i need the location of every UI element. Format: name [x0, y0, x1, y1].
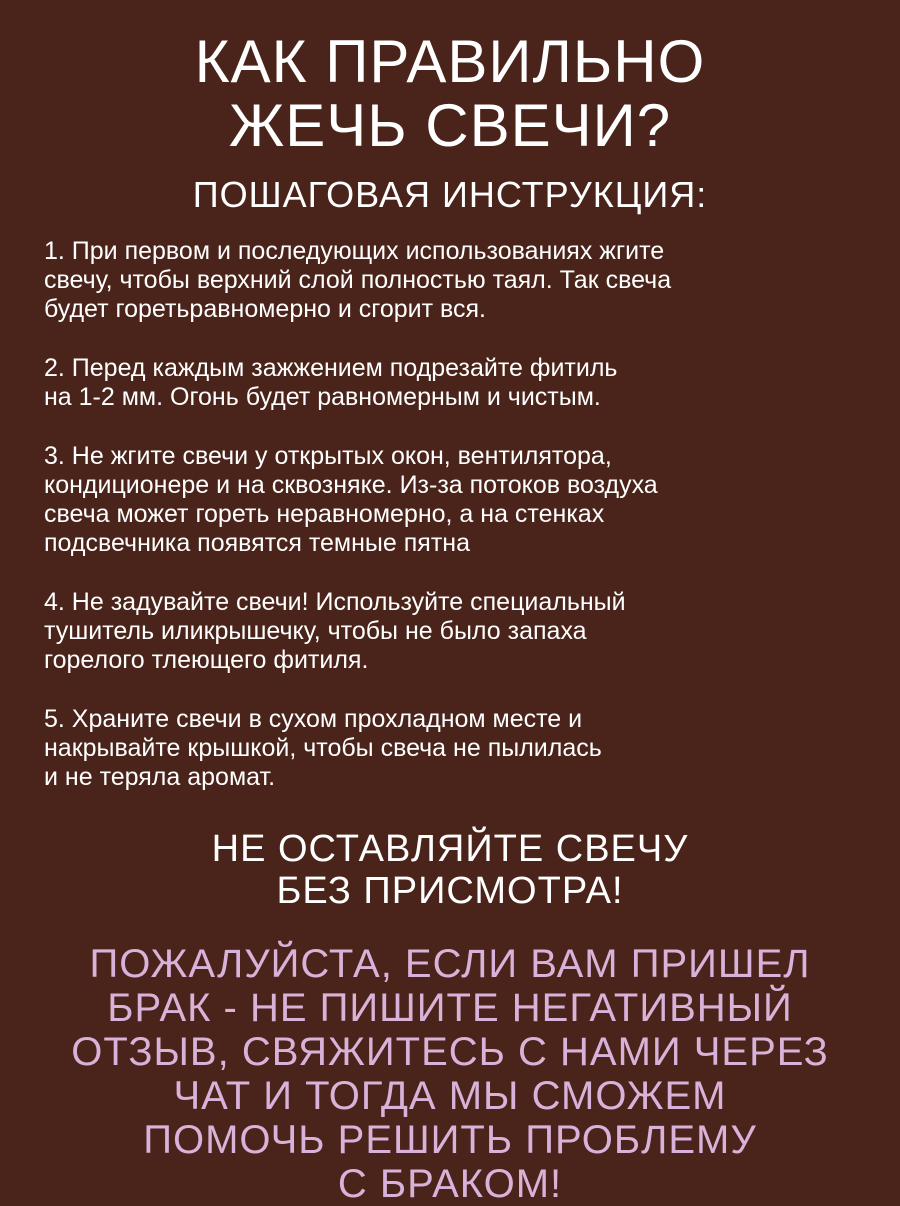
note-line: С БРАКОМ!	[337, 1162, 563, 1206]
page-subtitle: ПОШАГОВАЯ ИНСТРУКЦИЯ:	[192, 174, 708, 215]
safety-warning	[44, 828, 856, 912]
note-line: ПОМОЧЬ РЕШИТЬ ПРОБЛЕМУ	[143, 1118, 757, 1162]
note-line: ПОЖАЛУЙСТА, ЕСЛИ ВАМ ПРИШЕЛ	[89, 942, 811, 986]
step-line: свечу, чтобы верхний слой полностью таял. Так свеча	[44, 266, 672, 294]
step-line: свеча может гореть неравномерно, а на стенках	[44, 500, 605, 528]
instruction-step-2	[44, 354, 856, 412]
note-line: БРАК - НЕ ПИШИТЕ НЕГАТИВНЫЙ	[107, 986, 793, 1030]
step-line: 2. Перед каждым зажжением подрезайте фитиль	[44, 354, 618, 382]
step-line: и не теряла аромат.	[44, 763, 276, 791]
warning-line: БЕЗ ПРИСМОТРА!	[276, 870, 624, 912]
instruction-step-3	[44, 442, 856, 558]
step-line: на 1-2 мм. Огонь будет равномерным и чистым.	[44, 383, 601, 411]
step-line: тушитель иликрышечку, чтобы не было запаха	[44, 617, 587, 645]
instruction-step-5	[44, 705, 856, 792]
instruction-step-4	[44, 588, 856, 675]
note-line: ОТЗЫВ, СВЯЖИТЕСЬ С НАМИ ЧЕРЕЗ	[71, 1030, 829, 1074]
warning-line: НЕ ОСТАВЛЯЙТЕ СВЕЧУ	[211, 828, 689, 870]
step-line: подсвечника появятся темные пятна	[44, 529, 470, 557]
instruction-steps	[44, 237, 856, 792]
step-line: кондиционере и на сквозняке. Из-за потоков воздуха	[44, 471, 658, 499]
step-line: 1. При первом и последующих использованиях жгите	[44, 237, 665, 265]
step-line: 4. Не задувайте свечи! Используйте специальный	[44, 588, 626, 616]
instruction-step-1	[44, 237, 856, 324]
step-line: накрывайте крышкой, чтобы свеча не пылилась	[44, 734, 602, 762]
step-line: горелого тлеющего фитиля.	[44, 646, 369, 674]
title-line: ЖЕЧЬ СВЕЧИ?	[228, 92, 672, 159]
step-line: 5. Храните свечи в сухом прохладном месте и	[44, 705, 583, 733]
step-line: будет горетьравномерно и сгорит вся.	[44, 295, 487, 323]
title-line: КАК ПРАВИЛЬНО	[194, 28, 706, 95]
page-title	[44, 30, 856, 158]
note-line: ЧАТ И ТОГДА МЫ СМОЖЕМ	[173, 1074, 727, 1118]
defect-note	[44, 942, 856, 1206]
step-line: 3. Не жгите свечи у открытых окон, вентилятора,	[44, 442, 612, 470]
